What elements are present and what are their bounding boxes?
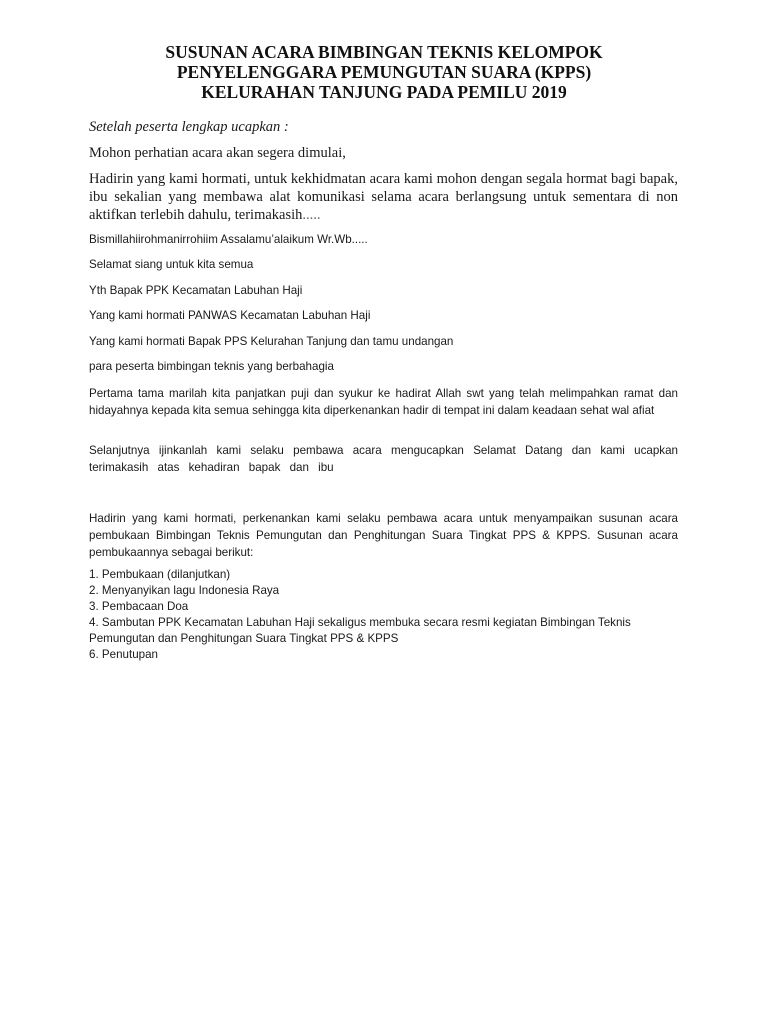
- announcement-dots: .....: [302, 207, 321, 223]
- greeting-ppk: Yth Bapak PPK Kecamatan Labuhan Haji: [89, 284, 303, 297]
- announcement-text: Hadirin yang kami hormati, untuk kekhidmatan acara kami mohon dengan segala hormat bagi bapak, ibu sekalian yang membawa alat komunikasi selama acara berlangsung untuk sementara di non aktifkan terlebih dahulu, terimakasih: [89, 171, 678, 223]
- title-line-1: SUSUNAN ACARA BIMBINGAN TEKNIS KELOMPOK: [165, 42, 603, 62]
- agenda-item-2: 2. Menyanyikan lagu Indonesia Raya: [89, 584, 280, 597]
- welcome-paragraph: Selanjutnya ijinkanlah kami selaku pembawa acara mengucapkan Selamat Datang dan kami ucapkan terimakasih atas kehadiran bapak dan ibu: [89, 444, 678, 474]
- announcement-paragraph: [89, 170, 678, 224]
- greeting-salam: Bismillahiirohmanirrohiim Assalamu’alaikum Wr.Wb.....: [89, 233, 368, 246]
- title-line-3: KELURAHAN TANJUNG PADA PEMILU 2019: [201, 82, 567, 102]
- agenda-item-3: 3. Pembacaan Doa: [89, 600, 189, 613]
- agenda-list: [89, 567, 678, 663]
- agenda-item-4: 4. Sambutan PPK Kecamatan Labuhan Haji sekaligus membuka secara resmi kegiatan Bimbingan Teknis Pemungutan dan Penghitungan Suara Tingkat PPS & KPPS: [89, 616, 631, 645]
- greeting-pps: Yang kami hormati Bapak PPS Kelurahan Tanjung dan tamu undangan: [89, 335, 454, 348]
- greeting-selamat-siang: Selamat siang untuk kita semua: [89, 258, 254, 271]
- greeting-peserta: para peserta bimbingan teknis yang berbahagia: [89, 360, 334, 373]
- document-title: [0, 42, 768, 102]
- intro-instruction: Setelah peserta lengkap ucapkan :: [89, 119, 289, 135]
- gratitude-paragraph: Pertama tama marilah kita panjatkan puji dan syukur ke hadirat Allah swt yang telah melimpahkan ramat dan hidayahnya kepada kita semua sehingga kita diperkenankan hadir di tempat ini dalam keadaan sehat wal afiat: [89, 387, 678, 417]
- agenda-item-6: 6. Penutupan: [89, 648, 158, 661]
- title-line-2: PENYELENGGARA PEMUNGUTAN SUARA (KPPS): [176, 62, 592, 82]
- agenda-intro-paragraph: Hadirin yang kami hormati, perkenankan kami selaku pembawa acara untuk menyampaikan susunan acara pembukaan Bimbingan Teknis Pemungutan dan Penghitungan Suara Tingkat PPS & KPPS. Susunan acara pembukaannya sebagai berikut:: [89, 512, 678, 559]
- agenda-item-1: 1. Pembukaan (dilanjutkan): [89, 568, 231, 581]
- opening-line: Mohon perhatian acara akan segera dimulai,: [89, 145, 346, 161]
- greeting-panwas: Yang kami hormati PANWAS Kecamatan Labuhan Haji: [89, 309, 371, 322]
